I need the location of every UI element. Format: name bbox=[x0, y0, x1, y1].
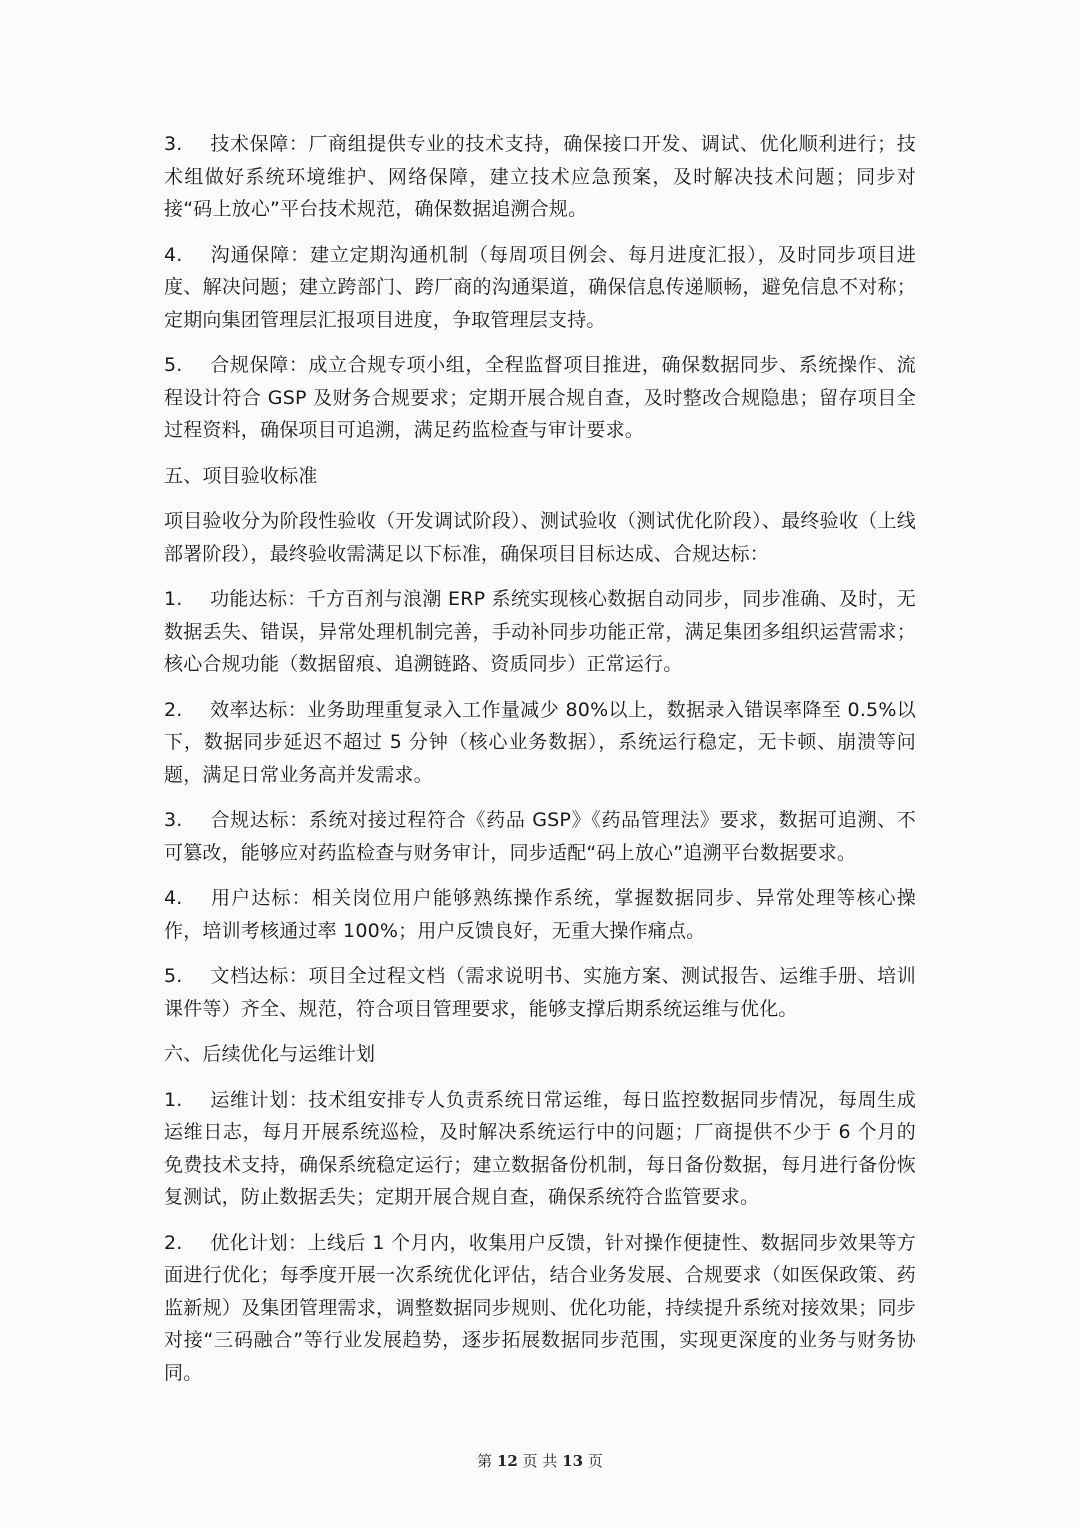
item-number: 3. bbox=[164, 809, 183, 831]
item-number: 2. bbox=[164, 698, 183, 721]
numbered-paragraph bbox=[164, 1227, 916, 1390]
footer-middle: 页 共 bbox=[522, 1452, 558, 1470]
item-text: 技术保障：厂商组提供专业的技术支持，确保接口开发、调试、优化顺利进行；技术组做好系统环境维护、网络保障，建立技术应急预案，及时解决技术问题；同步对接“码上放心”平台技术规范，确保数据追溯合规。 bbox=[164, 133, 916, 220]
numbered-paragraph bbox=[164, 804, 916, 869]
numbered-paragraph bbox=[164, 1084, 916, 1214]
item-text: 运维计划：技术组安排专人负责系统日常运维，每日监控数据同步情况，每周生成运维日志，每月开展系统巡检，及时解决系统运行中的问题；厂商提供不少于 6 个月的免费技术支持，确保系统稳定运行；建立数据备份机制，每日备份数据，每月进行备份恢复测试，防止数据丢失；定期开展合规自查，确保系统符合监管要求。 bbox=[164, 1088, 916, 1208]
item-number: 4. bbox=[164, 243, 183, 266]
numbered-paragraph bbox=[164, 128, 916, 226]
item-number: 2. bbox=[164, 1231, 183, 1254]
item-number: 5. bbox=[164, 965, 183, 987]
item-text: 文档达标：项目全过程文档（需求说明书、实施方案、测试报告、运维手册、培训课件等）齐全、规范，符合项目管理要求，能够支撑后期系统运维与优化。 bbox=[164, 965, 916, 1020]
footer-suffix: 页 bbox=[587, 1452, 603, 1470]
item-text: 用户达标：相关岗位用户能够熟练操作系统，掌握数据同步、异常处理等核心操作，培训考核通过率 100%；用户反馈良好，无重大操作痛点。 bbox=[164, 887, 916, 942]
footer-prefix: 第 bbox=[477, 1452, 493, 1470]
footer-current-page: 12 bbox=[496, 1452, 518, 1470]
section-heading: 五、项目验收标准 bbox=[164, 464, 318, 487]
numbered-paragraph bbox=[164, 694, 916, 792]
numbered-paragraph bbox=[164, 349, 916, 447]
item-number: 4. bbox=[164, 887, 183, 909]
section-heading: 六、后续优化与运维计划 bbox=[164, 1043, 376, 1065]
item-text: 功能达标：千方百剂与浪潮 ERP 系统实现核心数据自动同步，同步准确、及时，无数据丢失、错误，异常处理机制完善，手动补同步功能正常，满足集团多组织运营需求；核心合规功能（数据留痕、追溯链路、资质同步）正常运行。 bbox=[164, 588, 916, 675]
item-number: 5. bbox=[164, 354, 183, 376]
numbered-paragraph bbox=[164, 583, 916, 681]
numbered-paragraph bbox=[164, 882, 916, 947]
numbered-paragraph bbox=[164, 960, 916, 1025]
item-text: 优化计划：上线后 1 个月内，收集用户反馈，针对操作便捷性、数据同步效果等方面进行优化；每季度开展一次系统优化评估，结合业务发展、合规要求（如医保政策、药监新规）及集团管理需求，调整数据同步规则、优化功能，持续提升系统对接效果；同步对接“三码融合”等行业发展趋势，逐步拓展数据同步范围，实现更深度的业务与财务协同。 bbox=[164, 1231, 916, 1384]
numbered-paragraph bbox=[164, 239, 916, 337]
footer-total-pages: 13 bbox=[562, 1452, 584, 1470]
item-number: 3. bbox=[164, 133, 183, 155]
intro-paragraph: 项目验收分为阶段性验收（开发调试阶段）、测试验收（测试优化阶段）、最终验收（上线部署阶段），最终验收需满足以下标准，确保项目目标达成、合规达标： bbox=[164, 510, 916, 565]
item-number: 1. bbox=[164, 588, 183, 610]
item-text: 沟通保障：建立定期沟通机制（每周项目例会、每月进度汇报），及时同步项目进度、解决问题；建立跨部门、跨厂商的沟通渠道，确保信息传递顺畅，避免信息不对称；定期向集团管理层汇报项目进度，争取管理层支持。 bbox=[164, 243, 916, 331]
page-footer bbox=[0, 1450, 1080, 1471]
item-text: 效率达标：业务助理重复录入工作量减少 80%以上，数据录入错误率降至 0.5%以下，数据同步延迟不超过 5 分钟（核心业务数据），系统运行稳定，无卡顿、崩溃等问题，满足日常业务高并发需求。 bbox=[164, 698, 916, 786]
document-body bbox=[164, 128, 916, 1402]
item-text: 合规保障：成立合规专项小组，全程监督项目推进，确保数据同步、系统操作、流程设计符合 GSP 及财务合规要求；定期开展合规自查，及时整改合规隐患；留存项目全过程资料，确保项目可追溯，满足药监检查与审计要求。 bbox=[164, 354, 916, 441]
item-number: 1. bbox=[164, 1088, 183, 1111]
item-text: 合规达标：系统对接过程符合《药品 GSP》《药品管理法》要求，数据可追溯、不可篡改，能够应对药监检查与财务审计，同步适配“码上放心”追溯平台数据要求。 bbox=[164, 809, 916, 864]
